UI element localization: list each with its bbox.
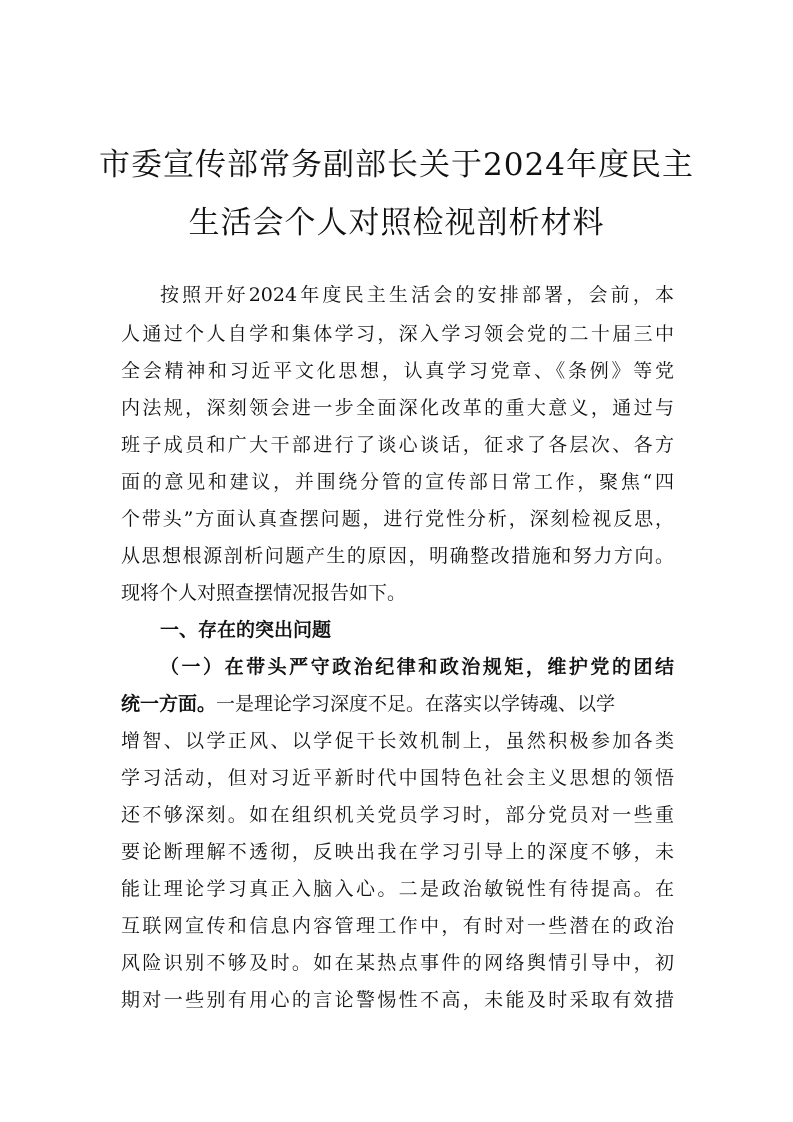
document-title-line-2: 生活会个人对照检视剖析材料: [188, 205, 605, 241]
intro-line: 人通过个人自学和集体学习，深入学习领会党的二十届三中: [121, 323, 674, 345]
body-line: 期对一些别有用心的言论警惕性不高，未能及时采取有效措: [121, 989, 674, 1011]
body-line: 要论断理解不透彻，反映出我在学习引导上的深度不够，未: [121, 841, 674, 863]
intro-line: 面的意见和建议，并围绕分管的宣传部日常工作，聚焦“四: [121, 471, 674, 493]
section-heading: 一、存在的突出问题: [160, 619, 332, 641]
body-line: 增智、以学正风、以学促干长效机制上，虽然积极参加各类: [121, 730, 674, 752]
body-line: 互联网宣传和信息内容管理工作中，有时对一些潜在的政治: [121, 915, 674, 937]
intro-line: 全会精神和习近平文化思想，认真学习党章、《条例》等党: [121, 360, 674, 382]
intro-line: 现将个人对照查摆情况报告如下。: [121, 582, 407, 604]
intro-line: 按照开好2024年度民主生活会的安排部署，会前，本: [160, 284, 674, 306]
subsection-heading-end: 统一方面。: [121, 693, 217, 715]
body-line: 学习活动，但对习近平新时代中国特色社会主义思想的领悟: [121, 767, 674, 789]
intro-line: 内法规，深刻领会进一步全面深化改革的重大意义，通过与: [121, 397, 674, 419]
body-line: [121, 691, 674, 717]
body-text: 一是理论学习深度不足。在落实以学铸魂、以学: [216, 693, 616, 715]
intro-line: 从思想根源剖析问题产生的原因，明确整改措施和努力方向。: [121, 545, 674, 567]
intro-line: 个带头”方面认真查摆问题，进行党性分析，深刻检视反思，: [121, 508, 674, 530]
document-title-line-1: 市委宣传部常务副部长关于2024年度民主: [99, 147, 694, 183]
intro-line: 班子成员和广大干部进行了谈心谈话，征求了各层次、各方: [121, 434, 674, 456]
body-line: 风险识别不够及时。如在某热点事件的网络舆情引导中，初: [121, 952, 674, 974]
body-line: 能让理论学习真正入脑入心。二是政治敏锐性有待提高。在: [121, 878, 674, 900]
body-line: 还不够深刻。如在组织机关党员学习时，部分党员对一些重: [121, 804, 674, 826]
subsection-heading: （一）在带头严守政治纪律和政治规矩，维护党的团结: [160, 656, 674, 678]
